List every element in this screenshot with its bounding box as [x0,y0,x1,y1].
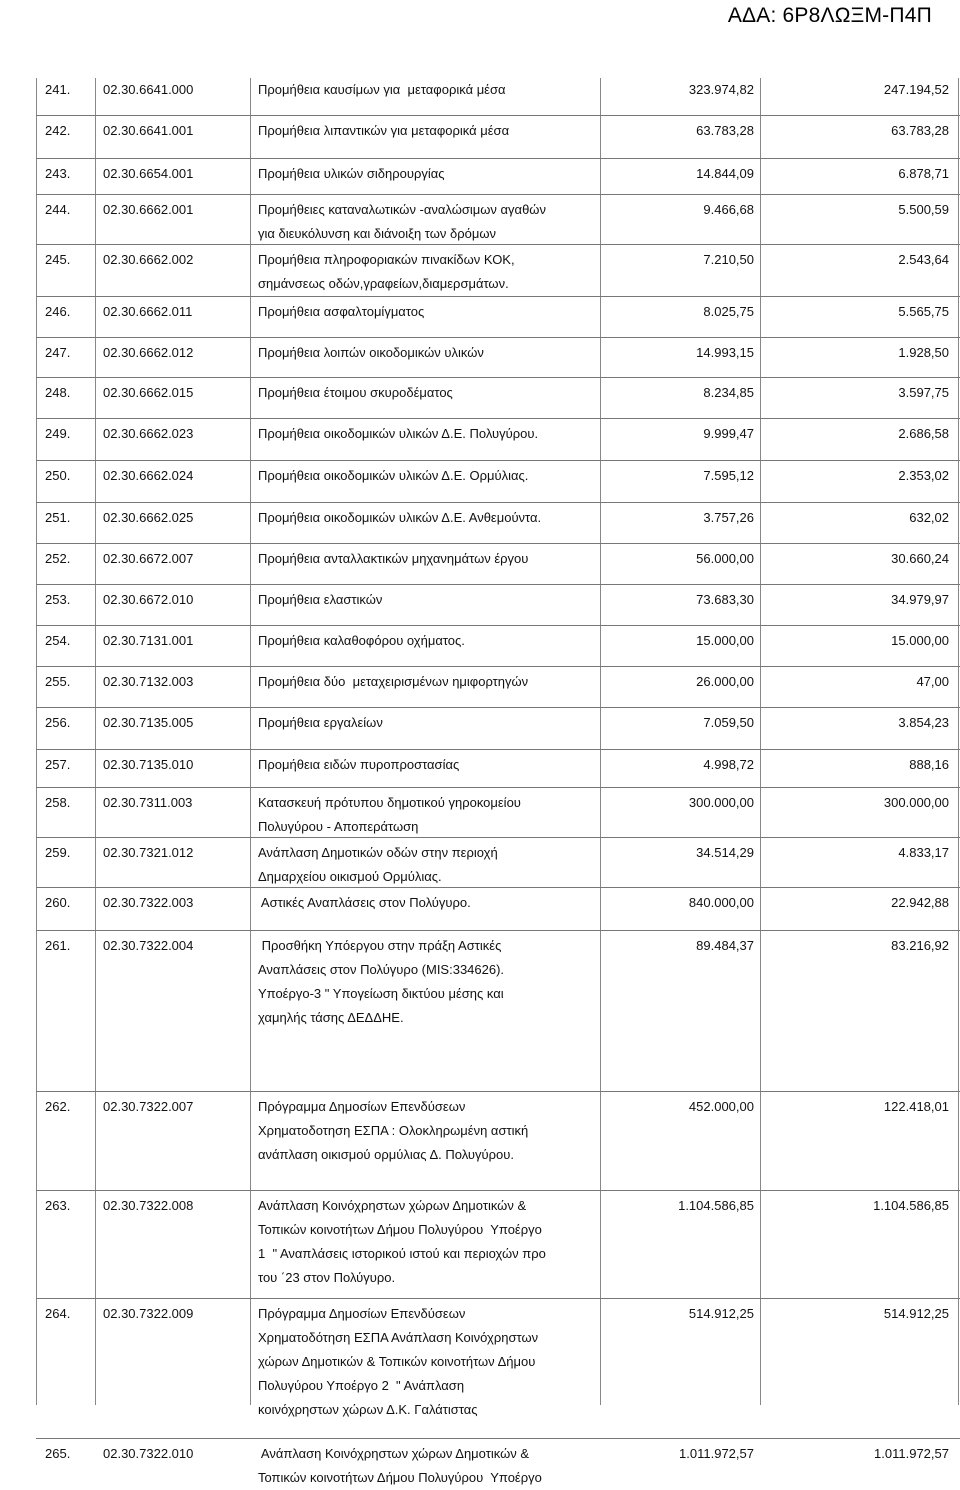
amount-committed: 1.928,50 [898,345,949,360]
row-description [258,422,598,446]
amount-budgeted: 7.210,50 [703,252,754,267]
row-description [258,248,598,296]
description-line: Προμήθεια εργαλείων [258,715,383,730]
amount-committed: 47,00 [916,674,949,689]
row-separator [36,1091,960,1092]
row-description [258,791,598,839]
amount-committed: 4.833,17 [898,845,949,860]
amount-budgeted: 63.783,28 [696,123,754,138]
budget-code: 02.30.6662.011 [103,304,193,319]
description-line: Αναπλάσεις στον Πολύγυρο (MIS:334626). [258,962,505,977]
budget-code: 02.30.6654.001 [103,166,194,181]
description-line: κοινόχρηστων χώρων Δ.Κ. Γαλάτιστας [258,1402,478,1417]
budget-code: 02.30.7322.004 [103,938,194,953]
amount-committed: 30.660,24 [891,551,949,566]
row-number: 252. [45,551,71,566]
row-number: 245. [45,252,71,267]
row-description [258,841,598,889]
budget-code: 02.30.6662.024 [103,468,194,483]
column-divider [250,78,251,1405]
row-description [258,588,598,612]
row-description [258,1302,598,1422]
row-description [258,464,598,488]
row-number: 260. [45,895,71,910]
row-separator [36,749,960,750]
row-number: 251. [45,510,71,525]
row-separator [36,543,960,544]
amount-budgeted: 8.234,85 [703,385,754,400]
amount-committed: 3.597,75 [898,385,949,400]
amount-budgeted: 4.998,72 [703,757,754,772]
row-number: 257. [45,757,71,772]
amount-budgeted: 9.999,47 [703,426,754,441]
budget-code: 02.30.7322.009 [103,1306,194,1321]
row-separator [36,158,960,159]
row-separator [36,244,960,245]
row-separator [36,625,960,626]
row-number: 248. [45,385,71,400]
row-description [258,341,598,365]
amount-committed: 22.942,88 [891,895,949,910]
row-separator [36,502,960,503]
description-line: Δημαρχείου οικισμού Ορμύλιας. [258,869,442,884]
description-line: Ανάπλαση Κοινόχρηστων χώρων Δημοτικών & [258,1446,530,1461]
amount-committed: 888,16 [909,757,949,772]
budget-code: 02.30.7322.003 [103,895,194,910]
row-separator [36,194,960,195]
budget-code: 02.30.6662.012 [103,345,194,360]
row-separator [36,787,960,788]
column-divider [760,78,761,1405]
row-separator [36,418,960,419]
row-description [258,506,598,530]
amount-budgeted: 323.974,82 [688,82,754,97]
row-number: 256. [45,715,71,730]
row-description [258,381,598,405]
row-description [258,753,598,777]
budget-code: 02.30.7131.001 [103,633,194,648]
row-description [258,670,598,694]
amount-committed: 63.783,28 [891,123,949,138]
description-line: Προμήθεια πληροφοριακών πινακίδων ΚΟΚ, [258,252,515,267]
description-line: Προμήθεια οικοδομικών υλικών Δ.Ε. Πολυγύρου. [258,426,539,441]
row-separator [36,115,960,116]
amount-committed: 514.912,25 [883,1306,949,1321]
row-description [258,198,598,246]
amount-committed: 632,02 [909,510,949,525]
row-description [258,891,598,915]
budget-code: 02.30.6672.010 [103,592,194,607]
description-line: Πολυγύρου Υποέργο 2 " Ανάπλαση [258,1378,465,1393]
description-line: Ανάπλαση Δημοτικών οδών στην περιοχή [258,845,498,860]
amount-budgeted: 514.912,25 [688,1306,754,1321]
budget-code: 02.30.6662.015 [103,385,194,400]
description-line: Προμήθεια οικοδομικών υλικών Δ.Ε. Ανθεμούντα. [258,510,542,525]
amount-budgeted: 1.011.972,57 [679,1446,754,1461]
column-divider [958,78,959,1405]
description-line: χαμηλής τάσης ΔΕΔΔΗΕ. [258,1010,404,1025]
row-number: 259. [45,845,71,860]
row-separator [36,337,960,338]
budget-code: 02.30.6641.001 [103,123,194,138]
amount-committed: 2.543,64 [898,252,949,267]
column-divider [36,78,37,1405]
row-separator [36,460,960,461]
budget-code: 02.30.6662.002 [103,252,194,267]
description-line: σημάνσεως οδών,γραφείων,διαμερσμάτων. [258,276,509,291]
description-line: Πρόγραμμα Δημοσίων Επενδύσεων [258,1099,466,1114]
row-separator [36,584,960,585]
description-line: Πολυγύρου - Αποπεράτωση [258,819,419,834]
amount-budgeted: 300.000,00 [688,795,754,810]
description-line: για διευκόλυνση και διάνοιξη των δρόμων [258,226,497,241]
column-divider [95,78,96,1405]
amount-budgeted: 89.484,37 [696,938,754,953]
description-line: Προμήθεια ελαστικών [258,592,383,607]
row-number: 242. [45,123,71,138]
budget-code: 02.30.7132.003 [103,674,194,689]
amount-committed: 122.418,01 [883,1099,949,1114]
row-separator [36,930,960,931]
budget-code: 02.30.7311.003 [103,795,193,810]
amount-budgeted: 452.000,00 [688,1099,754,1114]
row-description [258,547,598,571]
row-description [258,711,598,735]
budget-code: 02.30.7322.007 [103,1099,194,1114]
description-line: Τοπικών κοινοτήτων Δήμου Πολυγύρου Υποέργο [258,1222,542,1237]
amount-committed: 3.854,23 [898,715,949,730]
amount-committed: 1.011.972,57 [874,1446,949,1461]
amount-committed: 247.194,52 [883,82,949,97]
row-description [258,1095,598,1167]
description-line: Προσθήκη Υπόεργου στην πράξη Αστικές [258,938,502,953]
row-number: 246. [45,304,71,319]
row-number: 263. [45,1198,71,1213]
row-number: 265. [45,1446,71,1461]
row-description [258,1442,598,1490]
budget-code: 02.30.6662.023 [103,426,194,441]
description-line: Αστικές Αναπλάσεις στον Πολύγυρο. [258,895,471,910]
row-description [258,162,598,186]
row-number: 249. [45,426,71,441]
row-separator [36,377,960,378]
amount-budgeted: 14.993,15 [696,345,754,360]
row-number: 244. [45,202,71,217]
row-number: 261. [45,938,71,953]
budget-code: 02.30.7322.008 [103,1198,194,1213]
row-separator [36,707,960,708]
budget-code: 02.30.7322.010 [103,1446,194,1461]
row-description [258,1194,598,1290]
row-separator [36,837,960,838]
budget-code: 02.30.6662.001 [103,202,194,217]
amount-budgeted: 9.466,68 [703,202,754,217]
budget-table [0,78,960,1485]
row-number: 253. [45,592,71,607]
budget-code: 02.30.6662.025 [103,510,194,525]
row-description [258,629,598,653]
amount-budgeted: 73.683,30 [696,592,754,607]
row-number: 254. [45,633,71,648]
row-separator [36,296,960,297]
description-line: 1 " Αναπλάσεις ιστορικού ιστού και περιοχών προ [258,1246,546,1261]
amount-committed: 34.979,97 [891,592,949,607]
row-separator [36,887,960,888]
budget-code: 02.30.7321.012 [103,845,194,860]
description-line: Υποέργο-3 " Υπογείωση δικτύου μέσης και [258,986,504,1001]
row-number: 258. [45,795,71,810]
description-line: Προμήθεια ανταλλακτικών μηχανημάτων έργου [258,551,529,566]
description-line: Προμήθεια ειδών πυροπροστασίας [258,757,460,772]
budget-code: 02.30.6672.007 [103,551,194,566]
amount-committed: 5.565,75 [898,304,949,319]
description-line: Χρηματοδοτηση ΕΣΠΑ : Ολοκληρωμένη αστική [258,1123,529,1138]
description-line: Προμήθεια οικοδομικών υλικών Δ.Ε. Ορμύλιας. [258,468,529,483]
row-number: 243. [45,166,71,181]
budget-code: 02.30.7135.010 [103,757,194,772]
description-line: Τοπικών κοινοτήτων Δήμου Πολυγύρου Υποέργο [258,1470,542,1485]
amount-committed: 5.500,59 [898,202,949,217]
row-separator [36,1438,960,1439]
row-separator [36,1190,960,1191]
row-separator [36,1298,960,1299]
amount-committed: 6.878,71 [898,166,949,181]
row-description [258,300,598,324]
description-line: Πρόγραμμα Δημοσίων Επενδύσεων [258,1306,466,1321]
amount-budgeted: 15.000,00 [696,633,754,648]
row-number: 247. [45,345,71,360]
amount-budgeted: 34.514,29 [696,845,754,860]
row-number: 241. [45,82,71,97]
description-line: Προμήθεια καυσίμων για μεταφορικά μέσα [258,82,506,97]
row-description [258,119,598,143]
amount-committed: 2.686,58 [898,426,949,441]
amount-committed: 2.353,02 [898,468,949,483]
description-line: Προμήθεια δύο μεταχειρισμένων ημιφορτηγών [258,674,529,689]
description-line: Προμήθεια λιπαντικών για μεταφορικά μέσα [258,123,510,138]
row-number: 250. [45,468,71,483]
amount-budgeted: 56.000,00 [696,551,754,566]
budget-code: 02.30.7135.005 [103,715,194,730]
amount-committed: 300.000,00 [883,795,949,810]
amount-budgeted: 1.104.586,85 [678,1198,754,1213]
amount-budgeted: 14.844,09 [696,166,754,181]
amount-budgeted: 8.025,75 [703,304,754,319]
ada-code: ΑΔΑ: 6Ρ8ΛΩΞΜ-Π4Π [727,4,932,27]
description-line: Κατασκευή πρότυπου δημοτικού γηροκομείου [258,795,521,810]
amount-committed: 15.000,00 [891,633,949,648]
amount-budgeted: 7.595,12 [703,468,754,483]
description-line: Προμήθειες καταναλωτικών -αναλώσιμων αγαθών [258,202,546,217]
amount-committed: 83.216,92 [891,938,949,953]
amount-budgeted: 7.059,50 [703,715,754,730]
description-line: Προμήθεια καλαθοφόρου οχήματος. [258,633,465,648]
description-line: Προμήθεια υλικών σιδηρουργίας [258,166,445,181]
amount-budgeted: 840.000,00 [688,895,754,910]
amount-budgeted: 26.000,00 [696,674,754,689]
row-number: 264. [45,1306,71,1321]
column-divider [600,78,601,1405]
amount-budgeted: 3.757,26 [703,510,754,525]
description-line: ανάπλαση οικισμού ορμύλιας Δ. Πολυγύρου. [258,1147,514,1162]
description-line: Χρηματοδότηση ΕΣΠΑ Ανάπλαση Κοινόχρηστων [258,1330,539,1345]
description-line: Προμήθεια έτοιμου σκυροδέματος [258,385,453,400]
row-number: 255. [45,674,71,689]
description-line: χώρων Δημοτικών & Τοπικών κοινοτήτων Δήμου [258,1354,536,1369]
budget-code: 02.30.6641.000 [103,82,194,97]
description-line: Προμήθεια ασφαλτομίγματος [258,304,425,319]
description-line: του ΄23 στον Πολύγυρο. [258,1270,396,1285]
row-number: 262. [45,1099,71,1114]
row-separator [36,666,960,667]
description-line: Ανάπλαση Κοινόχρηστων χώρων Δημοτικών & [258,1198,527,1213]
row-description [258,78,598,102]
row-description [258,934,598,1030]
description-line: Προμήθεια λοιπών οικοδομικών υλικών [258,345,484,360]
amount-committed: 1.104.586,85 [873,1198,949,1213]
